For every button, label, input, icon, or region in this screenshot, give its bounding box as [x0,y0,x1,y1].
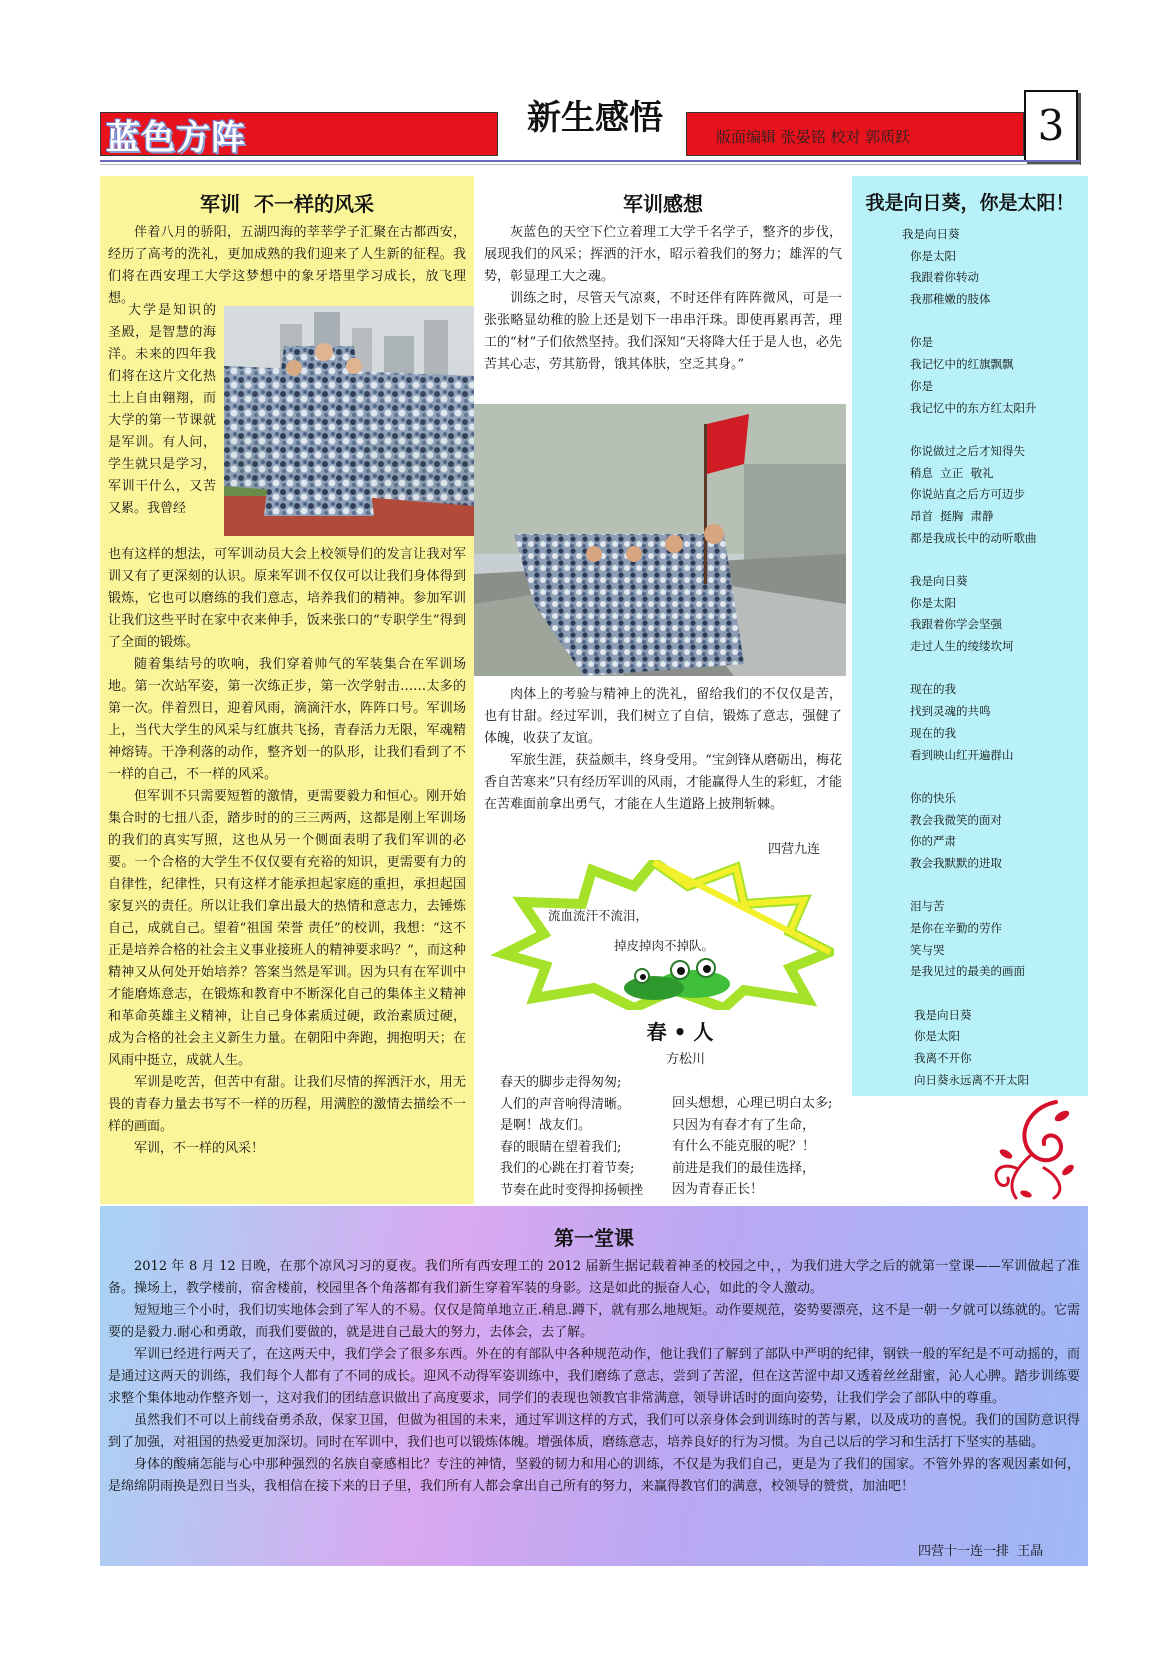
poem-line: 看到映山红开遍群山 [910,747,1014,762]
poem-line: 你是 [910,335,933,350]
poem-line: 你是太阳 [910,248,956,263]
paragraph: 身体的酸痛怎能与心中那种强烈的名族自豪感相比？专注的神情，坚毅的韧力和用心的训练，不仅是为我们自己，更是为了我们的国家。不管外界的客观因素如何，是绵绵阴雨换是烈日当头，我相信在接下来的日子里，我们所有人都会拿出自己所有的努力，来赢得教官们的满意，校领导的赞赏，加油吧！ [108,1457,1080,1494]
poem-line: 只因为有春才有了生命， [672,1117,816,1133]
poem-line: 春天的脚步走得匆匆; [500,1075,622,1090]
section-title: 新生感悟 [527,98,663,138]
paragraph: 2012 年 8 月 12 日晚，在那个凉风习习的夏夜。我们所有西安理工的 2012 届新生据记载着神圣的校园之中，，为我们进大学之后的就第一堂课——军训做起了准备。操场上，教学楼前，宿舍楼前，校园里各个角落都有我们新生穿着军装的身影。这是如此的振奋人心，如此的令人激动。 [108,1259,1080,1296]
article-side-text [108,300,216,520]
poem-body [900,224,1037,1092]
brand-logo: 蓝色方阵 [106,118,246,158]
header-divider [100,160,1080,162]
article-signature: 四营十一连一排 王晶 [918,1544,1044,1559]
poem-line: 人们的声音响得清晰。 [500,1096,631,1112]
poem-line: 现在的我 [910,682,956,697]
poem-line: 回头想想，心理已明白太多; [672,1096,833,1111]
slogan-star-graphic [474,860,834,1010]
article-body [108,1256,1080,1498]
paragraph: 虽然我们不可以上前线奋勇杀敌，保家卫国，但做为祖国的未来，通过军训这样的方式，我们可以亲身体会到训练时的苦与累，以及成功的喜悦。我们的国防意识得到了加强，对祖国的热爱更加深切。同时在军训中，我们也可以锻炼体魄。增强体质，磨练意志，培养良好的行为习惯。为自己以后的学习和生活打下坚实的基础。 [108,1413,1080,1450]
poem-line: 因为青春正长！ [672,1182,764,1197]
poem-line: 教会我微笑的面对 [910,812,1002,827]
paragraph: 也有这样的想法，可军训动员大会上校领导们的发言让我对军训又有了更深刻的认识。原来军训不仅仅可以让我们身体得到锻炼，它也可以磨练的我们意志，培养我们的精神。参加军训让我们这些平时在家中衣来伸手，饭来张口的“专职学生”得到了全面的锻炼。 [108,547,466,650]
article-body-bottom [484,684,842,816]
article-body-top [108,222,466,310]
poem-line: 稍息 立正 敬礼 [910,465,994,480]
poem-line: 现在的我 [910,725,956,740]
article-title-text: 军训 不一样的风采 [200,192,374,216]
decorative-swirl-ornament [986,1098,1076,1204]
poem-line: 找到灵魂的共鸣 [910,704,991,719]
poem-line: 是啊！战友们。 [500,1118,592,1133]
article-body-main [108,544,466,1160]
poem-line: 我记忆中的红旗飘飘 [910,357,1014,372]
paragraph: 伴着八月的骄阳，五湖四海的莘莘学子汇聚在古都西安，经历了高考的洗礼，更加成熟的我们迎来了人生新的征程。我们将在西安理工大学这梦想中的象牙塔里学习成长，放飞理想。 [108,225,466,306]
poem-line: 是你在辛勤的劳作 [910,921,1002,935]
paragraph: 灰蓝色的天空下伫立着理工大学千名学子，整齐的步伐，展现我们的风采；挥洒的汗水，昭示着我们的努力；雄浑的气势，彰显理工大之魂。 [484,225,842,284]
poem-author: 方松川 [666,1052,706,1067]
article-signature: 四营九连 [768,842,821,857]
poem-line: 向日葵永远离不开太阳 [914,1072,1029,1087]
paragraph: 训练之时，尽管天气凉爽，不时还伴有阵阵微风，可是一张张略显幼稚的脸上还是划下一串串汗珠。即使再累再苦，理工的“材”子们依然坚持。我们深知“天将降大任于是人也，必先苦其心志，劳其筋骨，饿其体肤，空乏其身。” [484,291,842,372]
paragraph: 肉体上的考验与精神上的洗礼，留给我们的不仅仅是苦，也有甘甜。经过军训，我们树立了自信，锻炼了意志，强健了体魄，收获了友谊。 [484,687,842,746]
editor-credits: 版面编辑 张晏铭 校对 郭质跃 [716,128,911,146]
slogan-line-1: 流血流汗不流泪， [548,908,649,923]
poem-left-column [500,1072,643,1201]
poem-line: 都是我成长中的动听歌曲 [910,530,1037,545]
paragraph: 随着集结号的吹响，我们穿着帅气的军装集合在军训场地。第一次站军姿，第一次练正步，第一次学射击……太多的第一次。伴着烈日，迎着风雨，滴滴汗水，阵阵口号。军训场上，当代大学生的风采与红旗共飞扬，青春活力无限，军魂精神熔铸。干净利落的动作，整齐划一的队形，让我们看到了不一样的自己，不一样的风采。 [108,657,466,782]
poem-line: 你说做过之后才知得失 [910,443,1025,458]
poem-line: 你的快乐 [910,790,956,805]
poem-line: 我们的心跳在打着节奏; [500,1161,635,1176]
poem-line: 昂首 挺胸 肃静 [910,508,994,523]
photo-cadets-with-flag [474,404,846,676]
article-title: 军训感想 [623,192,703,216]
photo-marching-cadets [224,306,474,536]
poem-line: 节奏在此时变得抑扬顿挫 [500,1182,644,1198]
paragraph: 但军训不只需要短暂的激情，更需要毅力和恒心。刚开始集合时的七扭八歪，踏步时的的三三两两，这都是刚上军训场的我们的真实写照，这也从另一个侧面表明了我们军训的必要。一个合格的大学生不仅仅要有充裕的知识，更需要有力的自律性，纪律性，只有这样才能承担起家庭的重担，承担起国家复兴的责任。所以让我们拿出最大的热情和意志力，去锤炼自己，成就自己。望着“祖国 荣誉 责任”的校训，我想：“这不正是培养合格的社会主义事业接班人的精神要求吗？”，而这种精神又从何处开始培养？答案当然是军训。因为只有在军训中才能磨炼意志，在锻炼和教育中不断深化自己的集体主义精神和革命英雄主义精神，让自己身体素质过硬，政治素质过硬，成为合格的社会主义新生力量。在朝阳中奔跑，拥抱明天；在风雨中挺立，成就人生。 [108,789,466,1068]
poem-title: 我是向日葵，你是太阳！ [865,192,1075,214]
poem-line: 你是太阳 [910,595,956,610]
poem-line: 前进是我们的最佳选择， [672,1160,816,1176]
paragraph: 军训是吃苦，但苦中有甜。让我们尽情的挥洒汗水，用无畏的青春力量去书写不一样的历程，用满腔的激情去描绘不一样的画面。 [108,1075,466,1134]
article-title [100,188,474,217]
poem-line: 笑与哭 [910,942,945,957]
poem-line: 是我见过的最美的画面 [910,964,1025,979]
poem-line: 春的眼睛在望着我们; [500,1139,622,1155]
poem-line: 我记忆中的东方红太阳升 [910,400,1037,415]
paragraph-side: 大学是知识的圣殿，是智慧的海洋。未来的四年我们将在这片文化热土上自由翱翔，而大学的第一节课就是军训。有人问，学生就只是学习，军训干什么，又苦又累。我曾经 [108,303,216,516]
poem-line: 你说站直之后方可迈步 [910,487,1025,502]
poem-title: 春 • 人 [646,1020,714,1044]
poem-line: 我跟着你学会坚强 [910,617,1002,632]
poem-line: 你是太阳 [914,1029,960,1044]
slogan-line-2: 掉皮掉肉不掉队。 [614,938,715,953]
poem-line: 我离不开你 [914,1051,972,1066]
poem-line: 我那稚嫩的肢体 [910,292,991,307]
header-divider-thin [100,164,1080,165]
poem-line: 有什么不能克服的呢？！ [672,1139,816,1154]
poem-line: 我是向日葵 [910,574,968,588]
page-number: 3 [1024,90,1078,162]
paragraph: 军训已经进行两天了，在这两天中，我们学会了很多东西。外在的有部队中各种规范动作，他让我们了解到了部队中严明的纪律，钢铁一般的军纪是不可动摇的，而是通过这两天的训练，我们每个人都有了不同的成长。迎风不动得军姿训练中，我们磨练了意志，尝到了苦涩，但在这苦涩中却又透着丝丝甜蜜，沁人心脾。踏步训练要求整个集体地动作整齐划一，这对我们的团结意识做出了高度要求，同学们的表现也领教官非常满意，领导讲话时的面向姿势，让我们学会了部队中的尊重。 [108,1347,1080,1406]
poem-line: 教会我默默的进取 [910,855,1002,870]
poem-line: 我跟着你转动 [910,270,979,285]
poem-line: 我是向日葵 [902,227,960,241]
poem-line: 我是向日葵 [914,1007,972,1022]
article-body-top [484,222,842,376]
poem-right-column [672,1093,832,1201]
poem-line: 泪与苦 [910,899,945,914]
article-title: 第一堂课 [554,1226,634,1250]
paragraph: 短短地三个小时，我们切实地体会到了军人的不易。仅仅是简单地立正.稍息.蹲下，就有那么地规矩。动作要规范，姿势要漂亮，这不是一朝一夕就可以练就的。它需要的是毅力.耐心和勇敢，而我们要做的，就是进自己最大的努力，去体会，去了解。 [108,1303,1080,1340]
poem-line: 你的严肃 [910,834,956,849]
paragraph: 军训，不一样的风采！ [134,1141,265,1156]
poem-line: 走过人生的绫缕坎坷 [910,639,1014,654]
poem-line: 你是 [910,378,933,393]
paragraph: 军旅生涯，获益颇丰，终身受用。“宝剑锋从磨砺出，梅花香自苦寒来”只有经历军训的风雨，才能赢得人生的彩虹，才能在苦难面前拿出勇气，才能在人生道路上披荆斩棘。 [484,753,842,812]
